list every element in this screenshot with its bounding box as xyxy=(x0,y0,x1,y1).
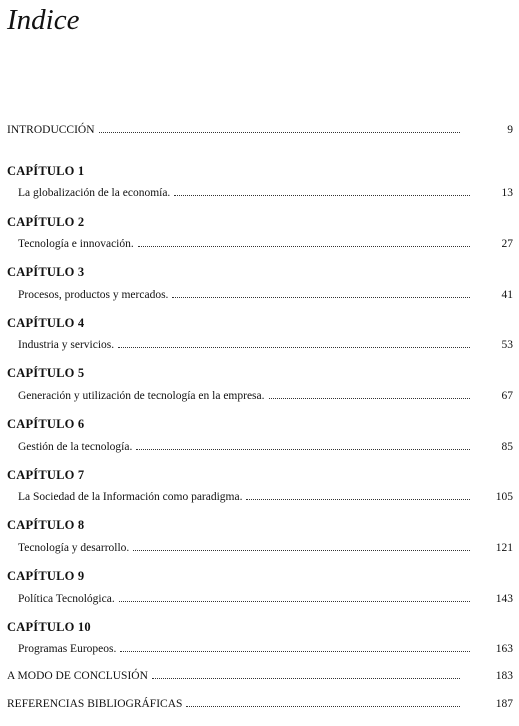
toc-page-number: 41 xyxy=(501,289,513,301)
chapter-heading: CAPÍTULO 8 xyxy=(7,518,85,532)
toc-page-number: 187 xyxy=(495,698,513,710)
toc-entry-label: Generación y utilización de tecnología en la empresa. xyxy=(18,390,265,402)
toc-entry-line xyxy=(18,237,474,251)
toc-entry-line xyxy=(18,642,474,656)
toc-entry-line xyxy=(18,338,474,352)
dot-leader xyxy=(136,449,470,450)
toc-page-number: 121 xyxy=(495,542,513,554)
toc-entry-introduction[interactable] xyxy=(0,123,519,139)
toc-page-number: 9 xyxy=(507,124,513,136)
chapter-heading: CAPÍTULO 2 xyxy=(7,215,85,229)
toc-entry-label: REFERENCIAS BIBLIOGRÁFICAS xyxy=(7,698,183,710)
toc-entry-label: Industria y servicios. xyxy=(18,339,115,351)
toc-entry-chapter-3[interactable] xyxy=(0,288,519,304)
toc-entry-label: Tecnología e innovación. xyxy=(18,238,134,250)
dot-leader xyxy=(138,246,470,247)
toc-entry-label: INTRODUCCIÓN xyxy=(7,124,95,136)
toc-entry-label: La Sociedad de la Información como paradigma. xyxy=(18,491,243,503)
toc-page-number: 67 xyxy=(501,390,513,402)
dot-leader xyxy=(174,195,470,196)
toc-entry-label: Procesos, productos y mercados. xyxy=(18,289,169,301)
toc-page-number: 27 xyxy=(501,238,513,250)
toc-entry-label: Gestión de la tecnología. xyxy=(18,441,133,453)
toc-entry-chapter-4[interactable] xyxy=(0,338,519,354)
chapter-heading: CAPÍTULO 4 xyxy=(7,316,85,330)
toc-page-number: 163 xyxy=(495,643,513,655)
chapter-heading: CAPÍTULO 7 xyxy=(7,468,85,482)
dot-leader xyxy=(119,601,470,602)
toc-entry-label: Política Tecnológica. xyxy=(18,593,115,605)
toc-entry-label: Tecnología y desarrollo. xyxy=(18,542,130,554)
toc-entry-chapter-7[interactable] xyxy=(0,490,519,506)
toc-page-number: 13 xyxy=(501,187,513,199)
dot-leader xyxy=(269,398,470,399)
toc-entry-label: A MODO DE CONCLUSIÓN xyxy=(7,670,148,682)
toc-page-number: 105 xyxy=(495,491,513,503)
dot-leader xyxy=(118,347,470,348)
dot-leader xyxy=(172,297,470,298)
dot-leader xyxy=(246,499,470,500)
toc-page-number: 85 xyxy=(501,441,513,453)
toc-page-number: 183 xyxy=(495,670,513,682)
toc-entry-line xyxy=(7,123,464,137)
dot-leader xyxy=(133,550,470,551)
chapter-heading: CAPÍTULO 1 xyxy=(7,164,85,178)
toc-entry-line xyxy=(18,389,474,403)
toc-entry-chapter-5[interactable] xyxy=(0,389,519,405)
chapter-heading: CAPÍTULO 5 xyxy=(7,366,85,380)
toc-entry-chapter-10[interactable] xyxy=(0,642,519,658)
toc-entry-label: La globalización de la economía. xyxy=(18,187,171,199)
toc-entry-line xyxy=(18,541,474,555)
toc-entry-chapter-8[interactable] xyxy=(0,541,519,557)
chapter-heading: CAPÍTULO 9 xyxy=(7,569,85,583)
chapter-heading: CAPÍTULO 3 xyxy=(7,265,85,279)
toc-entry-label: Programas Europeos. xyxy=(18,643,117,655)
toc-entry-line xyxy=(7,669,464,683)
toc-entry-line xyxy=(18,592,474,606)
dot-leader xyxy=(99,132,460,133)
toc-entry-line xyxy=(18,288,474,302)
toc-entry-line xyxy=(18,186,474,200)
dot-leader xyxy=(186,706,460,707)
toc-entry-chapter-9[interactable] xyxy=(0,592,519,608)
toc-entry-chapter-2[interactable] xyxy=(0,237,519,253)
toc-entry-chapter-1[interactable] xyxy=(0,186,519,202)
toc-entry-references[interactable] xyxy=(0,697,519,713)
toc-entry-chapter-6[interactable] xyxy=(0,440,519,456)
toc-page-number: 53 xyxy=(501,339,513,351)
dot-leader xyxy=(152,678,460,679)
toc-entry-conclusion[interactable] xyxy=(0,669,519,685)
toc-entry-line xyxy=(18,490,474,504)
toc-entry-line xyxy=(7,697,464,711)
toc-page-number: 143 xyxy=(495,593,513,605)
page-title: Indice xyxy=(7,4,80,36)
dot-leader xyxy=(120,651,470,652)
toc-entry-line xyxy=(18,440,474,454)
chapter-heading: CAPÍTULO 6 xyxy=(7,417,85,431)
chapter-heading: CAPÍTULO 10 xyxy=(7,620,91,634)
